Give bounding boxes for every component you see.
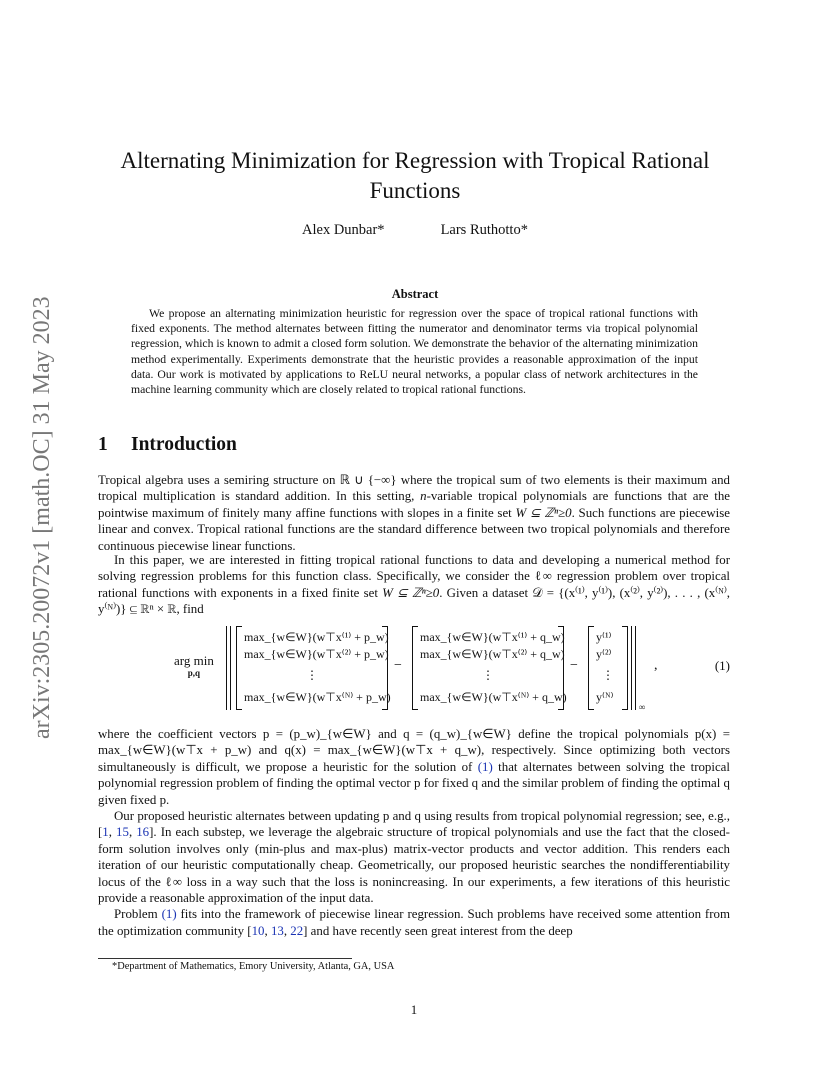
equation-reference-link[interactable]: (1)	[477, 759, 493, 774]
minus-sign: −	[394, 658, 402, 673]
paragraph: Tropical algebra uses a semiring structure on ℝ ∪ {−∞} where the tropical sum of two elements is their maximum and tropical multiplication is standard addition. In this setting, n-variable tropical polynomials are functions that are the pointwise maximum of finitely many affine functions with slopes in a finite set W ⊆ ℤⁿ≥0. Such functions are piecewise linear and convex. Tropical rational functions are the standard difference between two tropical polynomials and therefore continuous piecewise linear functions.	[98, 473, 730, 553]
citation-link[interactable]: 22	[290, 923, 304, 938]
y-vector: y⁽¹⁾ y⁽²⁾ ⋮ y⁽ᴺ⁾	[588, 626, 628, 710]
p-matrix: max_{w∈W}(w⊤x⁽¹⁾ + p_w) max_{w∈W}(w⊤x⁽²⁾ + p_w) ⋮ max_{w∈W}(w⊤x⁽ᴺ⁾ + p_w)	[236, 626, 388, 710]
argmin-operator: arg min p,q	[174, 653, 214, 678]
norm-bar-right	[635, 626, 636, 710]
author-name: Alex Dunbar*	[302, 222, 385, 238]
norm-subscript: ∞	[639, 702, 646, 712]
author-name: Lars Ruthotto*	[440, 222, 528, 238]
minus-sign: −	[570, 658, 578, 673]
abstract-text: We propose an alternating minimization heuristic for regression over the space of tropical rational functions with fixed exponents. The method alternates between fitting the numerator and denominator terms via tropical polynomial regression, which is known to admit a closed form solution. We demonstrate the behavior of the alternating minimization method experimentally. Experiments demonstrate that the heuristic provides a reasonable approximation of the input data. Our work is motivated by applications to ReLU neural networks, a popular class of network architectures in the machine learning community which are closely related to tropical rational functions.	[131, 307, 698, 397]
citation-link[interactable]: 16	[136, 825, 150, 840]
paragraph: Problem (1) fits into the framework of piecewise linear regression. Such problems have received some attention from the optimization community [10, 13, 22] and have recently seen great interest from the deep	[98, 907, 730, 938]
equation-reference-link[interactable]: (1)	[161, 907, 177, 922]
section-title: Introduction	[131, 434, 237, 455]
paragraph-group	[98, 726, 730, 939]
page-number: 1	[410, 1003, 418, 1017]
paragraph: Our proposed heuristic alternates between updating p and q using results from tropical polynomial regression; see, e.g., [1, 15, 16]. In each substep, we leverage the algebraic structure of tropical polynomials and use the fact that the closed-form solution involves only (min-plus and max-plus) matrix-vector products and vector addition. This renders each iteration of our heuristic computationally cheap. Geometrically, our proposed heuristic searches the nondifferentiability locus of the ℓ∞ loss in a way such that the loss is nonincreasing. In our experiments, a few iterations of this heuristic provide a reasonable approximation of the input data.	[98, 809, 730, 906]
citation-link[interactable]: 1	[102, 825, 109, 840]
arxiv-identifier: arXiv:2305.20072v1 [math.OC] 31 May 2023	[29, 296, 55, 740]
equation-comma: ,	[654, 658, 658, 673]
q-matrix: max_{w∈W}(w⊤x⁽¹⁾ + q_w) max_{w∈W}(w⊤x⁽²⁾ + q_w) ⋮ max_{w∈W}(w⊤x⁽ᴺ⁾ + q_w)	[412, 626, 564, 710]
paper-title: Alternating Minimization for Regression with Tropical Rational Functions	[120, 148, 710, 203]
section-heading	[98, 434, 237, 456]
paragraph: where the coefficient vectors p = (p_w)_{w∈W} and q = (q_w)_{w∈W} define the tropical polynomials p(x) = max_{w∈W}(w⊤x + p_w) and q(x) = max_{w∈W}(w⊤x + q_w), respectively. Since optimizing both vectors simultaneously is difficult, we propose a heuristic for the solution of (1) that alternates between solving the tropical polynomial regression problem of finding the optimal vector p for fixed q and the similar problem of finding the optimal q given fixed p.	[98, 727, 730, 807]
footnote-divider	[98, 958, 352, 959]
paragraph: In this paper, we are interested in fitting tropical rational functions to data and developing a numerical method for solving regression problems for this function class. Specifically, we consider the ℓ∞ regression problem over tropical rational functions with exponents in a fixed finite set W ⊆ ℤⁿ≥0. Given a dataset 𝒟 = {(x⁽¹⁾, y⁽¹⁾), (x⁽²⁾, y⁽²⁾), . . . , (x⁽ᴺ⁾, y⁽ᴺ⁾)} ⊆ ℝⁿ × ℝ, find	[98, 553, 730, 617]
section-number: 1	[98, 434, 108, 455]
equation-1	[98, 622, 730, 712]
footnote: *Department of Mathematics, Emory University, Atlanta, GA, USA	[112, 961, 395, 972]
abstract-heading: Abstract	[391, 287, 439, 301]
norm-bar-left	[230, 626, 231, 710]
norm-bar-left	[226, 626, 227, 710]
norm-bar-right	[631, 626, 632, 710]
citation-link[interactable]: 10	[251, 923, 265, 938]
citation-link[interactable]: 15	[116, 825, 129, 840]
author-list	[100, 222, 730, 239]
citation-link[interactable]: 13	[270, 923, 284, 938]
equation-number: (1)	[714, 658, 730, 673]
